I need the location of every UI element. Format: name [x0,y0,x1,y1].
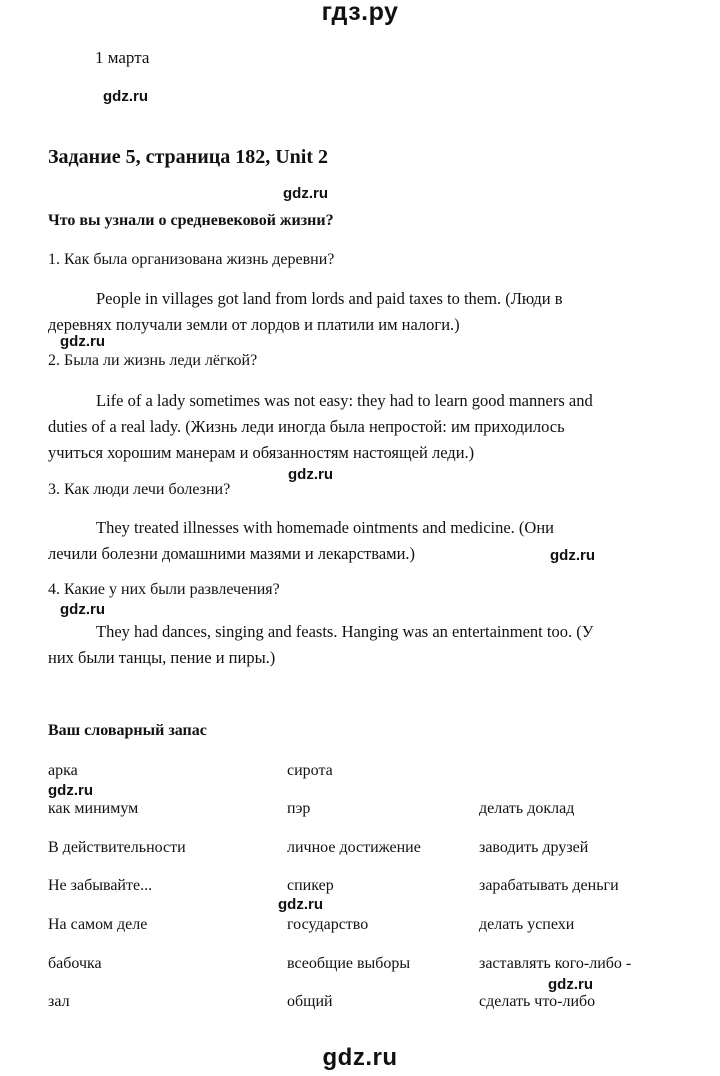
watermark: gdz.ru [548,976,593,993]
vocab-word: делать успехи [479,916,575,933]
answer-3-line-2: лечили болезни домашними мазями и лекарствами.) [48,544,416,563]
vocab-word: личное достижение [287,839,421,856]
answer-2-line-3: учиться хорошим манерам и обязанностям настоящей леди.) [48,443,475,462]
vocab-word: На самом деле [48,916,148,933]
question-1: 1. Как была организована жизнь деревни? [48,251,335,268]
site-footer-logo: gdz.ru [322,1044,398,1071]
watermark: gdz.ru [283,185,328,202]
answer-4-line-2: них были танцы, пение и пиры.) [48,648,276,667]
vocab-word: делать доклад [479,800,575,817]
watermark: gdz.ru [48,782,93,799]
vocab-word: бабочка [48,955,102,972]
vocab-word: зарабатывать деньги [479,877,619,894]
page-title: Задание 5, страница 182, Unit 2 [48,146,329,168]
watermark: gdz.ru [550,547,595,564]
vocab-title: Ваш словарный запас [48,722,207,739]
vocab-word: сделать что-либо [479,993,596,1010]
question-2: 2. Была ли жизнь леди лёгкой? [48,352,258,369]
watermark: gdz.ru [60,333,105,350]
answer-4-line-1: They had dances, singing and feasts. Hanging was an entertainment too. (У [96,622,594,641]
vocab-word: как минимум [48,800,139,817]
vocab-word: арка [48,762,78,779]
watermark: gdz.ru [103,88,148,105]
vocab-word: сирота [287,762,333,779]
answer-3-line-1: They treated illnesses with homemade ointments and medicine. (Они [96,518,554,537]
vocab-word: заводить друзей [479,839,589,856]
answer-1-line-2: деревнях получали земли от лордов и платили им налоги.) [48,315,460,334]
watermark: gdz.ru [60,601,105,618]
vocab-word: заставлять кого-либо - [479,955,632,972]
vocab-word: общий [287,993,333,1010]
vocab-word: зал [48,993,70,1010]
question-4: 4. Какие у них были развлечения? [48,581,280,598]
section-subtitle: Что вы узнали о средневековой жизни? [48,212,334,229]
watermark: gdz.ru [288,466,333,483]
answer-2-line-1: Life of a lady sometimes was not easy: they had to learn good manners and [96,391,593,410]
vocab-word: государство [287,916,369,933]
answer-2-line-2: duties of a real lady. (Жизнь леди иногда была непростой: им приходилось [48,417,565,436]
date-label: 1 марта [95,48,150,67]
vocab-word: пэр [287,800,311,817]
vocab-word: Не забывайте... [48,877,153,894]
watermark: gdz.ru [278,896,323,913]
site-header-logo: гдз.ру [321,0,399,26]
question-3: 3. Как люди лечи болезни? [48,481,231,498]
vocab-word: всеобщие выборы [287,955,411,972]
vocab-word: спикер [287,877,334,894]
vocab-word: В действительности [48,839,186,856]
answer-1-line-1: People in villages got land from lords and paid taxes to them. (Люди в [96,289,563,308]
